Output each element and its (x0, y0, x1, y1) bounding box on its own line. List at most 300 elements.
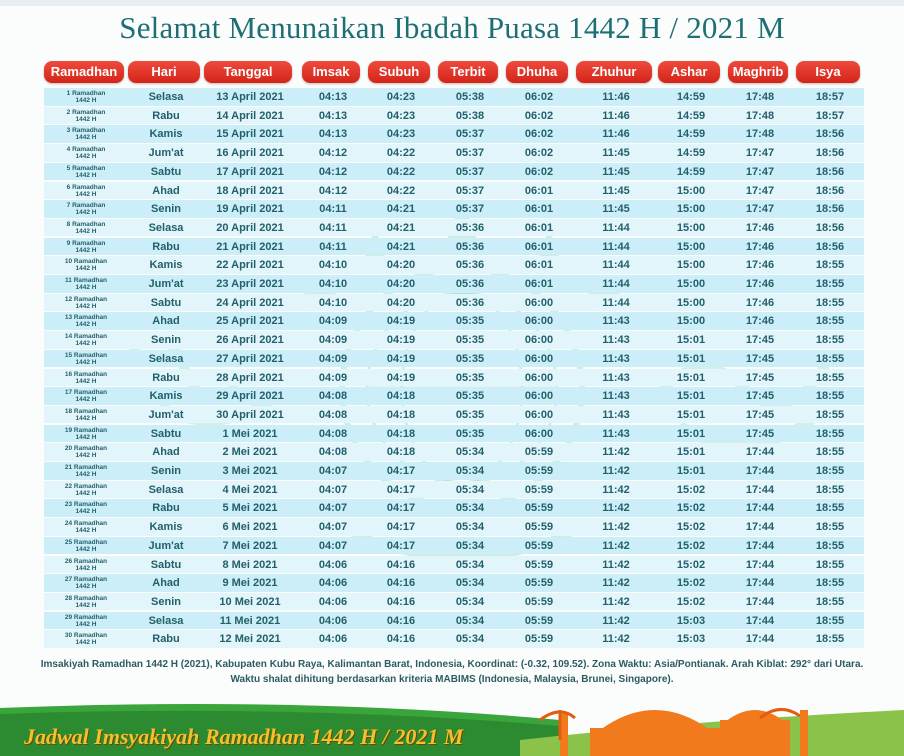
cell-maghrib: 17:44 (745, 539, 775, 552)
cell-terbit: 05:35 (455, 315, 485, 328)
cell-tanggal: 23 April 2021 (216, 278, 284, 290)
cell-terbit: 05:34 (455, 502, 485, 515)
cell-ashar: 14:59 (676, 147, 706, 160)
header-tanggal: Tanggal (204, 61, 292, 83)
table-row (44, 387, 864, 405)
cell-subuh: 04:20 (386, 296, 416, 309)
cell-ashar: 15:02 (676, 521, 706, 534)
cell-hari: Kamis (149, 521, 183, 534)
cell-maghrib: 17:44 (745, 502, 775, 515)
cell-subuh: 04:23 (386, 128, 416, 141)
cell-tanggal: 20 April 2021 (216, 221, 284, 234)
cell-imsak: 04:07 (318, 502, 348, 515)
cell-hari: Kamis (149, 390, 183, 403)
cell-zhuhur: 11:44 (602, 240, 630, 253)
table-row (44, 163, 864, 181)
cell-zhuhur: 11:43 (602, 334, 630, 347)
cell-terbit: 05:37 (455, 165, 485, 178)
cell-maghrib: 17:45 (745, 408, 775, 421)
cell-ashar: 15:02 (676, 558, 706, 571)
cell-ramadhan (44, 352, 128, 368)
cell-isya: 18:55 (815, 259, 845, 272)
cell-subuh: 04:21 (386, 240, 416, 253)
cell-tanggal: 22 April 2021 (216, 259, 284, 272)
ramadhan-year: 1442 H (75, 209, 97, 217)
header-ramadhan: Ramadhan (44, 61, 124, 83)
table-row (44, 144, 864, 162)
ramadhan-day: 12 Ramadhan (64, 295, 108, 303)
cell-hari: Kamis (149, 259, 183, 272)
cell-terbit: 05:35 (455, 427, 485, 440)
cell-maghrib: 17:45 (745, 390, 775, 403)
cell-ramadhan (44, 520, 128, 536)
cell-ramadhan (44, 127, 128, 143)
table-row (44, 593, 864, 611)
ramadhan-day: 23 Ramadhan (64, 501, 108, 509)
cell-dhuha: 06:01 (524, 278, 554, 290)
header-hari: Hari (128, 61, 200, 83)
cell-imsak: 04:07 (318, 521, 348, 534)
cell-terbit: 05:34 (455, 595, 485, 608)
cell-isya: 18:55 (815, 278, 845, 290)
ramadhan-day: 17 Ramadhan (64, 389, 108, 397)
cell-hari: Rabu (152, 240, 180, 253)
cell-imsak: 04:07 (318, 465, 348, 477)
ramadhan-year: 1442 H (75, 396, 97, 404)
cell-hari: Jum'at (148, 147, 184, 160)
ramadhan-year: 1442 H (75, 489, 97, 497)
cell-imsak: 04:06 (318, 614, 348, 627)
cell-isya: 18:55 (815, 595, 845, 608)
table-row (44, 425, 864, 443)
cell-terbit: 05:36 (455, 278, 485, 290)
cell-hari: Selasa (148, 352, 184, 365)
cell-ashar: 15:03 (676, 633, 706, 646)
cell-zhuhur: 11:45 (602, 165, 630, 178)
cell-hari: Jum'at (148, 408, 184, 421)
cell-isya: 18:55 (815, 577, 845, 590)
cell-terbit: 05:35 (455, 352, 485, 365)
cell-hari: Selasa (148, 221, 184, 234)
cell-terbit: 05:35 (455, 334, 485, 347)
cell-maghrib: 17:46 (745, 240, 775, 253)
cell-zhuhur: 11:43 (602, 427, 630, 440)
ramadhan-year: 1442 H (75, 452, 97, 460)
table-row (44, 275, 864, 293)
cell-ramadhan (44, 445, 128, 461)
cell-imsak: 04:06 (318, 577, 348, 590)
table-row (44, 499, 864, 517)
ramadhan-year: 1442 H (75, 414, 97, 422)
cell-maghrib: 17:48 (745, 128, 775, 141)
header-zhuhur: Zhuhur (576, 61, 652, 83)
cell-ramadhan (44, 240, 128, 256)
cell-subuh: 04:17 (386, 539, 416, 552)
cell-subuh: 04:16 (386, 558, 416, 571)
cell-maghrib: 17:45 (745, 352, 775, 365)
cell-ashar: 15:03 (676, 614, 706, 627)
cell-ashar: 15:00 (676, 221, 706, 234)
cell-imsak: 04:12 (318, 147, 348, 160)
cell-subuh: 04:19 (386, 371, 416, 384)
cell-imsak: 04:13 (318, 109, 348, 122)
cell-isya: 18:55 (815, 502, 845, 515)
cell-maghrib: 17:44 (745, 614, 775, 627)
cell-ramadhan (44, 333, 128, 349)
header-subuh: Subuh (368, 61, 430, 83)
cell-subuh: 04:22 (386, 147, 416, 160)
cell-ashar: 15:01 (676, 371, 706, 384)
cell-imsak: 04:08 (318, 408, 348, 421)
cell-tanggal: 3 Mei 2021 (222, 465, 278, 477)
cell-subuh: 04:18 (386, 446, 416, 459)
cell-subuh: 04:19 (386, 315, 416, 328)
cell-dhuha: 06:00 (524, 315, 554, 328)
cell-isya: 18:55 (815, 539, 845, 552)
ramadhan-year: 1442 H (75, 508, 97, 516)
table-row (44, 574, 864, 592)
cell-ramadhan (44, 501, 128, 517)
cell-tanggal: 8 Mei 2021 (222, 558, 278, 571)
cell-zhuhur: 11:43 (602, 315, 630, 328)
cell-ashar: 15:02 (676, 539, 706, 552)
cell-hari: Sabtu (150, 427, 182, 440)
ramadhan-year: 1442 H (75, 620, 97, 628)
ramadhan-day: 28 Ramadhan (64, 594, 108, 602)
ramadhan-day: 1 Ramadhan (66, 90, 106, 97)
cell-imsak: 04:07 (318, 539, 348, 552)
cell-dhuha: 05:59 (524, 595, 554, 608)
page-title: Selamat Menunaikan Ibadah Puasa 1442 H / 2021 M (119, 10, 785, 45)
cell-isya: 18:55 (815, 614, 845, 627)
cell-isya: 18:56 (815, 128, 845, 141)
cell-ramadhan (44, 184, 128, 200)
ramadhan-year: 1442 H (75, 115, 97, 123)
cell-ashar: 15:00 (676, 259, 706, 272)
cell-hari: Senin (151, 465, 181, 477)
cell-maghrib: 17:44 (745, 465, 775, 477)
table-row (44, 350, 864, 368)
table-row (44, 630, 864, 648)
cell-tanggal: 10 Mei 2021 (219, 595, 281, 608)
ramadhan-year: 1442 H (75, 153, 97, 161)
cell-terbit: 05:35 (455, 371, 485, 384)
table-row (44, 200, 864, 218)
cell-ramadhan (44, 576, 128, 592)
cell-dhuha: 05:59 (524, 483, 554, 496)
ramadhan-day: 24 Ramadhan (64, 520, 108, 528)
cell-terbit: 05:37 (455, 184, 485, 197)
cell-imsak: 04:13 (318, 128, 348, 141)
cell-subuh: 04:23 (386, 109, 416, 122)
cell-ashar: 15:01 (676, 465, 706, 477)
cell-tanggal: 25 April 2021 (216, 315, 284, 328)
cell-zhuhur: 11:43 (602, 390, 630, 403)
cell-zhuhur: 11:44 (602, 259, 630, 272)
cell-terbit: 05:36 (455, 240, 485, 253)
cell-tanggal: 28 April 2021 (216, 371, 284, 384)
cell-dhuha: 05:59 (524, 633, 554, 646)
cell-imsak: 04:07 (318, 483, 348, 496)
table-row (44, 369, 864, 387)
cell-subuh: 04:18 (386, 390, 416, 403)
ramadhan-year: 1442 H (75, 340, 97, 348)
ramadhan-day: 27 Ramadhan (64, 576, 108, 584)
cell-terbit: 05:34 (455, 539, 485, 552)
cell-maghrib: 17:46 (745, 221, 775, 234)
cell-subuh: 04:16 (386, 595, 416, 608)
cell-isya: 18:55 (815, 352, 845, 365)
ramadhan-day: 6 Ramadhan (66, 183, 106, 191)
cell-zhuhur: 11:43 (602, 352, 630, 365)
cell-zhuhur: 11:44 (602, 296, 630, 309)
table-row (44, 612, 864, 630)
cell-terbit: 05:34 (455, 614, 485, 627)
cell-ashar: 15:00 (676, 296, 706, 309)
cell-isya: 18:55 (815, 296, 845, 309)
cell-imsak: 04:10 (318, 278, 348, 290)
footer-note (20, 657, 884, 687)
cell-ashar: 15:00 (676, 203, 706, 216)
cell-imsak: 04:08 (318, 427, 348, 440)
cell-subuh: 04:19 (386, 352, 416, 365)
cell-zhuhur: 11:42 (602, 595, 630, 608)
cell-hari: Ahad (152, 315, 180, 328)
cell-imsak: 04:09 (318, 371, 348, 384)
ramadhan-year: 1442 H (75, 246, 97, 254)
cell-isya: 18:55 (815, 408, 845, 421)
cell-isya: 18:56 (815, 203, 845, 216)
table-row (44, 182, 864, 200)
cell-dhuha: 06:00 (524, 408, 554, 421)
cell-terbit: 05:36 (455, 221, 485, 234)
cell-dhuha: 06:01 (524, 184, 554, 197)
ramadhan-year: 1442 H (75, 321, 97, 329)
cell-zhuhur: 11:44 (602, 278, 630, 290)
cell-dhuha: 05:59 (524, 539, 554, 552)
cell-zhuhur: 11:42 (602, 558, 630, 571)
cell-subuh: 04:19 (386, 334, 416, 347)
cell-zhuhur: 11:45 (602, 147, 630, 160)
cell-subuh: 04:16 (386, 633, 416, 646)
cell-imsak: 04:09 (318, 334, 348, 347)
cell-ramadhan (44, 90, 128, 106)
cell-zhuhur: 11:43 (602, 408, 630, 421)
cell-ashar: 15:01 (676, 352, 706, 365)
cell-ashar: 15:02 (676, 483, 706, 496)
cell-imsak: 04:09 (318, 352, 348, 365)
table-row (44, 537, 864, 555)
cell-subuh: 04:17 (386, 465, 416, 477)
cell-hari: Senin (151, 595, 181, 608)
cell-maghrib: 17:47 (745, 203, 775, 216)
cell-terbit: 05:37 (455, 147, 485, 160)
cell-dhuha: 05:59 (524, 558, 554, 571)
ramadhan-year: 1442 H (75, 171, 97, 179)
cell-maghrib: 17:45 (745, 334, 775, 347)
cell-hari: Rabu (152, 633, 180, 646)
ramadhan-day: 9 Ramadhan (66, 239, 106, 247)
ramadhan-year: 1442 H (75, 601, 97, 609)
cell-hari: Ahad (152, 184, 180, 197)
cell-tanggal: 6 Mei 2021 (222, 521, 278, 534)
cell-ashar: 15:02 (676, 595, 706, 608)
cell-imsak: 04:06 (318, 595, 348, 608)
table-row (44, 256, 864, 274)
cell-tanggal: 11 Mei 2021 (219, 614, 281, 627)
cell-ramadhan (44, 539, 128, 555)
cell-dhuha: 06:02 (524, 91, 554, 103)
cell-tanggal: 29 April 2021 (216, 390, 284, 403)
cell-zhuhur: 11:42 (602, 539, 630, 552)
cell-ramadhan (44, 558, 128, 574)
ramadhan-year: 1442 H (75, 433, 97, 441)
ramadhan-day: 18 Ramadhan (64, 407, 108, 415)
cell-ashar: 15:01 (676, 390, 706, 403)
cell-imsak: 04:10 (318, 259, 348, 272)
ramadhan-year: 1442 H (75, 302, 97, 310)
cell-maghrib: 17:46 (745, 259, 775, 272)
cell-ramadhan (44, 483, 128, 499)
cell-imsak: 04:08 (318, 446, 348, 459)
cell-terbit: 05:34 (455, 521, 485, 534)
cell-tanggal: 26 April 2021 (216, 334, 284, 347)
cell-ramadhan (44, 427, 128, 443)
cell-tanggal: 21 April 2021 (216, 240, 284, 253)
ramadhan-day: 10 Ramadhan (64, 258, 108, 266)
cell-ramadhan (44, 614, 128, 630)
cell-hari: Kamis (149, 128, 183, 141)
cell-maghrib: 17:44 (745, 558, 775, 571)
cell-ashar: 15:02 (676, 502, 706, 515)
cell-tanggal: 9 Mei 2021 (222, 577, 278, 590)
cell-dhuha: 05:59 (524, 465, 554, 477)
table-row (44, 518, 864, 536)
cell-tanggal: 16 April 2021 (216, 147, 284, 160)
ramadhan-day: 5 Ramadhan (66, 164, 106, 172)
ramadhan-day: 2 Ramadhan (66, 108, 106, 116)
cell-dhuha: 06:00 (524, 352, 554, 365)
cell-isya: 18:55 (815, 465, 845, 477)
cell-tanggal: 27 April 2021 (216, 352, 284, 365)
bottom-title: Jadwal Imsyakiyah Ramadhan 1442 H / 2021 M (24, 724, 464, 749)
ramadhan-year: 1442 H (75, 97, 97, 104)
cell-maghrib: 17:44 (745, 446, 775, 459)
ramadhan-year: 1442 H (75, 134, 97, 142)
ramadhan-day: 16 Ramadhan (64, 370, 108, 378)
cell-dhuha: 05:59 (524, 502, 554, 515)
cell-tanggal: 7 Mei 2021 (222, 539, 278, 552)
cell-ramadhan (44, 165, 128, 181)
cell-maghrib: 17:48 (745, 91, 775, 103)
cell-terbit: 05:36 (455, 296, 485, 309)
cell-dhuha: 06:02 (524, 165, 554, 178)
cell-hari: Selasa (148, 483, 184, 496)
cell-terbit: 05:34 (455, 633, 485, 646)
cell-isya: 18:55 (815, 521, 845, 534)
header-isya: Isya (796, 61, 860, 83)
cell-isya: 18:56 (815, 221, 845, 234)
table-header (44, 61, 864, 83)
cell-isya: 18:56 (815, 184, 845, 197)
cell-terbit: 05:34 (455, 577, 485, 590)
cell-maghrib: 17:44 (745, 521, 775, 534)
ramadhan-year: 1442 H (75, 564, 97, 572)
cell-tanggal: 24 April 2021 (216, 296, 284, 309)
cell-dhuha: 06:00 (524, 371, 554, 384)
cell-hari: Selasa (148, 614, 184, 627)
cell-isya: 18:55 (815, 371, 845, 384)
cell-ashar: 15:01 (676, 334, 706, 347)
table-row (44, 88, 864, 106)
cell-tanggal: 18 April 2021 (216, 184, 284, 197)
cell-ashar: 14:59 (676, 91, 706, 103)
table-row (44, 238, 864, 256)
cell-hari: Sabtu (150, 296, 182, 309)
cell-dhuha: 06:00 (524, 296, 554, 309)
cell-maghrib: 17:47 (745, 184, 775, 197)
cell-maghrib: 17:44 (745, 483, 775, 496)
cell-subuh: 04:17 (386, 483, 416, 496)
cell-hari: Senin (151, 334, 181, 347)
cell-ramadhan (44, 408, 128, 424)
table-row (44, 556, 864, 574)
cell-ramadhan (44, 221, 128, 237)
ramadhan-day: 7 Ramadhan (66, 202, 106, 210)
cell-maghrib: 17:45 (745, 371, 775, 384)
cell-zhuhur: 11:45 (602, 184, 630, 197)
cell-dhuha: 06:02 (524, 147, 554, 160)
ramadhan-day: 15 Ramadhan (64, 351, 108, 359)
cell-ramadhan (44, 109, 128, 125)
cell-imsak: 04:06 (318, 633, 348, 646)
cell-hari: Senin (151, 203, 181, 216)
footer-line-1: Imsakiyah Ramadhan 1442 H (2021), Kabupaten Kubu Raya, Kalimantan Barat, Indonesia, Koordinat: (-0.32, 109.52). Zona Waktu: Asia/Pontianak. Arah Kiblat: 292° dari Utara. (40, 659, 864, 670)
cell-zhuhur: 11:42 (602, 614, 630, 627)
cell-zhuhur: 11:43 (602, 371, 630, 384)
cell-subuh: 04:22 (386, 165, 416, 178)
cell-subuh: 04:16 (386, 614, 416, 627)
cell-imsak: 04:11 (319, 203, 347, 216)
cell-hari: Sabtu (150, 165, 182, 178)
header-terbit: Terbit (438, 61, 498, 83)
cell-dhuha: 06:01 (524, 259, 554, 272)
cell-dhuha: 05:59 (524, 446, 554, 459)
table-row (44, 219, 864, 237)
cell-hari: Sabtu (150, 558, 182, 571)
cell-hari: Ahad (152, 446, 180, 459)
cell-ramadhan (44, 389, 128, 405)
ramadhan-day: 14 Ramadhan (64, 333, 108, 341)
cell-ramadhan (44, 371, 128, 387)
header-maghrib: Maghrib (728, 61, 788, 83)
cell-maghrib: 17:45 (745, 427, 775, 440)
cell-dhuha: 05:59 (524, 614, 554, 627)
cell-dhuha: 05:59 (524, 521, 554, 534)
ramadhan-year: 1442 H (75, 227, 97, 235)
cell-isya: 18:56 (815, 147, 845, 160)
cell-ashar: 15:01 (676, 446, 706, 459)
ramadhan-day: 20 Ramadhan (64, 445, 108, 453)
ramadhan-day: 11 Ramadhan (65, 277, 107, 284)
ramadhan-day: 22 Ramadhan (64, 482, 108, 490)
cell-terbit: 05:34 (455, 465, 485, 477)
ramadhan-year: 1442 H (75, 358, 97, 366)
schedule-table (44, 88, 864, 650)
header-dhuha: Dhuha (506, 61, 568, 83)
table-row (44, 125, 864, 143)
ramadhan-day: 19 Ramadhan (64, 426, 108, 434)
